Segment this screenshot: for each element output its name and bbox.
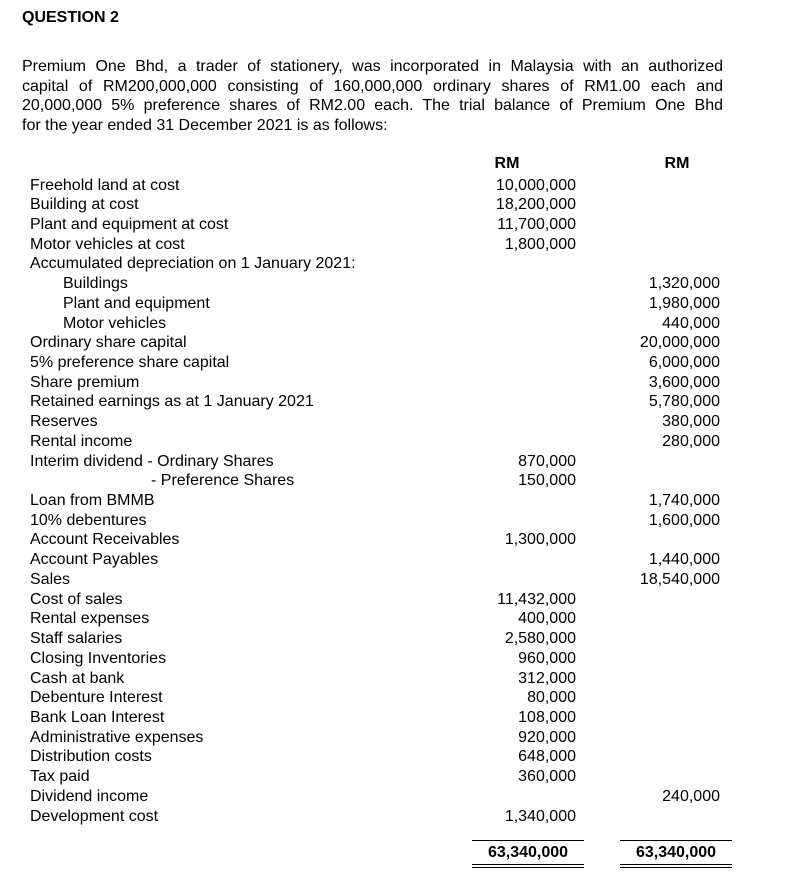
totals-row <box>0 840 802 866</box>
table-row <box>0 274 802 294</box>
row-label: Motor vehicles <box>63 314 167 332</box>
row-label: Sales <box>30 570 71 588</box>
debit-total: 63,340,000 <box>472 840 584 868</box>
credit-amount: 18,540,000 <box>639 570 720 588</box>
row-label: Distribution costs <box>30 748 152 766</box>
row-label: Bank Loan Interest <box>30 708 165 726</box>
debit-amount: 108,000 <box>518 708 576 726</box>
table-row <box>0 669 802 689</box>
row-label: 5% preference share capital <box>30 353 230 371</box>
debit-column-header: RM <box>494 155 520 172</box>
row-label: Closing Inventories <box>30 649 167 667</box>
table-row <box>0 294 802 314</box>
credit-amount: 380,000 <box>662 413 720 431</box>
debit-amount: 1,300,000 <box>504 531 576 549</box>
row-label: Development cost <box>30 807 159 825</box>
row-label: Freehold land at cost <box>30 176 180 194</box>
row-label: 10% debentures <box>30 511 147 529</box>
row-label: Accumulated depreciation on 1 January 2021: <box>30 255 356 273</box>
question-paragraph-line: 20,000,000 5% preference shares of RM2.00 each. The trial balance of Premium One Bhd <box>22 97 723 115</box>
table-row <box>0 353 802 373</box>
row-label: Cash at bank <box>30 669 125 687</box>
row-label: Reserves <box>30 413 98 431</box>
table-row <box>0 728 802 748</box>
credit-amount: 1,440,000 <box>648 551 720 569</box>
debit-amount: 312,000 <box>518 669 576 687</box>
row-label: Rental income <box>30 432 133 450</box>
table-row <box>0 235 802 255</box>
credit-total: 63,340,000 <box>620 840 732 868</box>
debit-amount: 1,340,000 <box>504 807 576 825</box>
table-row <box>0 609 802 629</box>
row-label: Plant and equipment at cost <box>30 215 229 233</box>
question-paragraph-line: Premium One Bhd, a trader of stationery, was incorporated in Malaysia with an authorized <box>22 58 723 75</box>
debit-amount: 80,000 <box>527 689 576 707</box>
row-label: Administrative expenses <box>30 728 204 746</box>
debit-amount: 2,580,000 <box>504 630 576 648</box>
debit-amount: 10,000,000 <box>495 176 576 194</box>
table-row <box>0 314 802 334</box>
debit-amount: 18,200,000 <box>495 196 576 214</box>
row-label: Ordinary share capital <box>30 334 187 352</box>
row-label: Buildings <box>63 275 128 293</box>
table-row <box>0 590 802 610</box>
table-row <box>0 491 802 511</box>
table-row <box>0 688 802 708</box>
table-row <box>0 432 802 452</box>
question-paragraph-line: capital of RM200,000,000 consisting of 160,000,000 ordinary shares of RM1.00 each and <box>22 77 723 95</box>
table-row <box>0 530 802 550</box>
credit-amount: 1,980,000 <box>648 294 720 312</box>
row-label: Retained earnings as at 1 January 2021 <box>30 393 314 411</box>
table-row <box>0 333 802 353</box>
credit-column-header: RM <box>664 155 690 172</box>
row-label: - Preference Shares <box>151 472 295 490</box>
debit-amount: 648,000 <box>518 748 576 766</box>
table-row <box>0 471 802 491</box>
table-row <box>0 176 802 196</box>
table-row <box>0 195 802 215</box>
table-row <box>0 787 802 807</box>
table-row <box>0 649 802 669</box>
credit-amount: 1,740,000 <box>648 492 720 510</box>
debit-amount: 360,000 <box>518 768 576 786</box>
row-label: Dividend income <box>30 787 149 805</box>
row-label: Staff salaries <box>30 630 123 648</box>
row-label: Share premium <box>30 373 140 391</box>
table-row <box>0 511 802 531</box>
row-label: Building at cost <box>30 196 139 214</box>
row-label: Debenture Interest <box>30 689 163 707</box>
debit-amount: 920,000 <box>518 728 576 746</box>
credit-amount: 1,600,000 <box>648 511 720 529</box>
row-label: Account Receivables <box>30 531 180 549</box>
table-row <box>0 452 802 472</box>
table-row <box>0 254 802 274</box>
row-label: Rental expenses <box>30 610 150 628</box>
credit-amount: 5,780,000 <box>648 393 720 411</box>
table-row <box>0 767 802 787</box>
credit-amount: 1,320,000 <box>648 275 720 293</box>
debit-amount: 1,800,000 <box>504 235 576 253</box>
credit-amount: 20,000,000 <box>639 334 720 352</box>
row-label: Plant and equipment <box>63 294 210 312</box>
credit-amount: 6,000,000 <box>648 353 720 371</box>
debit-amount: 960,000 <box>518 649 576 667</box>
row-label: Loan from BMMB <box>30 492 155 510</box>
question-heading: QUESTION 2 <box>22 9 119 26</box>
table-row <box>0 373 802 393</box>
credit-amount: 3,600,000 <box>648 373 720 391</box>
table-row <box>0 215 802 235</box>
debit-amount: 870,000 <box>518 452 576 470</box>
table-row <box>0 807 802 827</box>
table-row <box>0 570 802 590</box>
table-row <box>0 708 802 728</box>
debit-amount: 11,432,000 <box>497 590 576 608</box>
row-label: Motor vehicles at cost <box>30 235 185 253</box>
row-label: Tax paid <box>30 768 90 786</box>
table-row <box>0 550 802 570</box>
table-row <box>0 392 802 412</box>
question-paragraph-line: for the year ended 31 December 2021 is as follows: <box>22 116 388 134</box>
table-row <box>0 629 802 649</box>
credit-amount: 440,000 <box>662 314 720 332</box>
table-row <box>0 412 802 432</box>
debit-amount: 400,000 <box>518 610 576 628</box>
row-label: Cost of sales <box>30 590 123 608</box>
credit-amount: 240,000 <box>662 787 720 805</box>
debit-amount: 11,700,000 <box>497 215 576 233</box>
debit-amount: 150,000 <box>518 472 576 490</box>
credit-amount: 280,000 <box>662 432 720 450</box>
row-label: Interim dividend - Ordinary Shares <box>30 452 274 470</box>
row-label: Account Payables <box>30 551 159 569</box>
table-row <box>0 747 802 767</box>
